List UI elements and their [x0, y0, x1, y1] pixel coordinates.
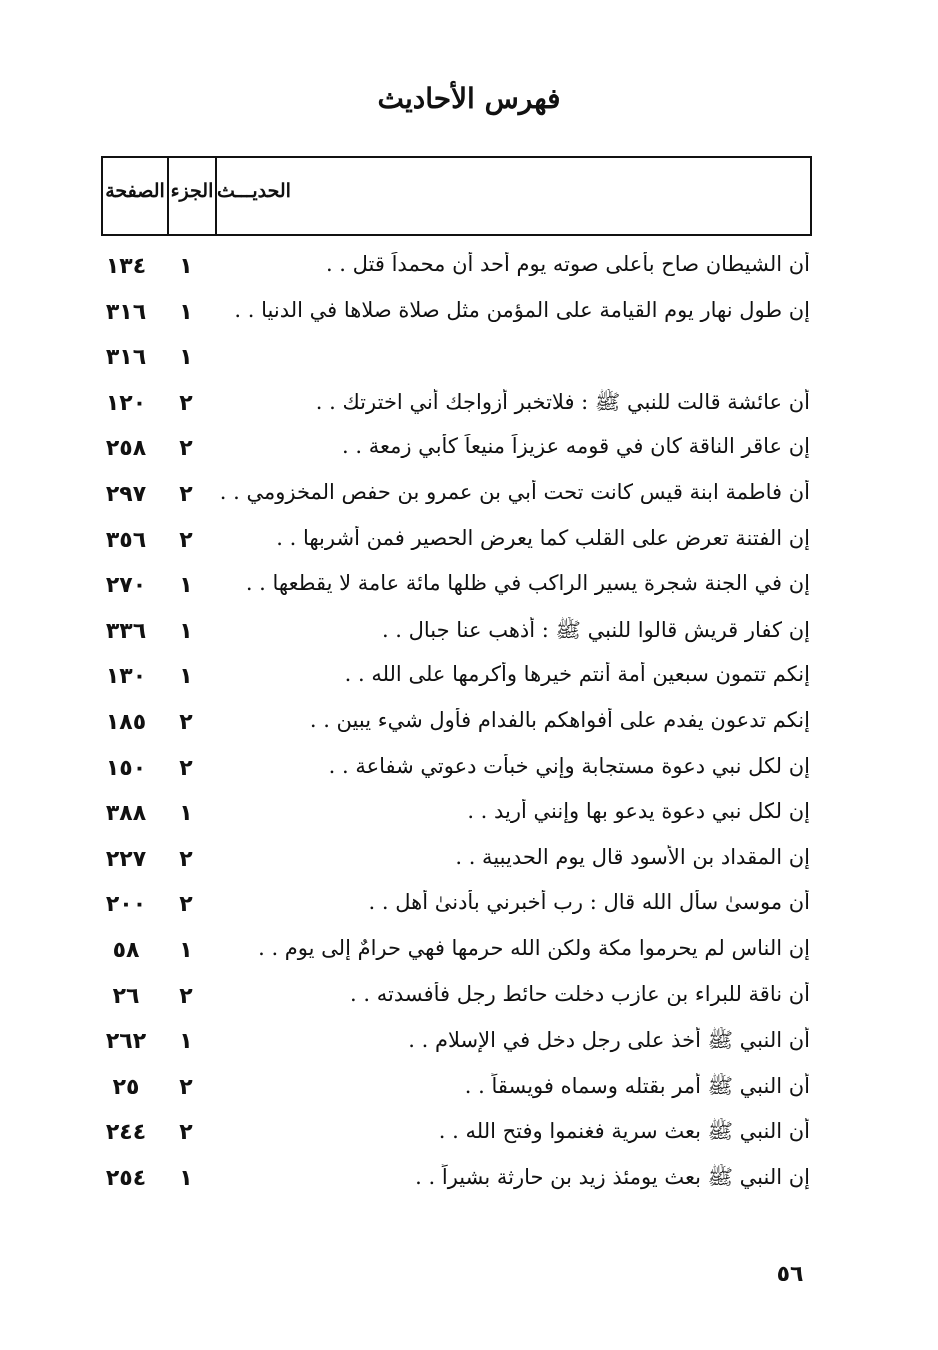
part-ref: ٢ [179, 892, 193, 918]
hadith-text: أن النبي ﷺ أخذ على رجل دخل في الإسلام . . [408, 1028, 810, 1053]
part-ref: ١ [179, 664, 193, 690]
page-ref: ٢٦٢ [105, 1029, 147, 1055]
part-ref: ٢ [179, 755, 193, 781]
part-ref: ٢ [179, 983, 193, 1009]
table-row [0, 795, 938, 841]
hadith-text: إن الفتنة تعرض على القلب كما يعرض الحصير فمن أشربها . . [276, 525, 810, 550]
page-ref: ١٣٠ [105, 664, 147, 690]
page-ref: ٢٩٧ [105, 481, 147, 507]
hadith-text: إنكم تدعون يفدم على أفواهكم بالفدام فأول شيء يبين . . [309, 707, 810, 732]
table-row [0, 613, 938, 659]
part-ref: ١ [179, 1029, 193, 1055]
page-ref: ٢٢٧ [105, 846, 147, 872]
hadith-text: إن لكل نبي دعوة مستجابة وإني خبأت دعوتي شفاعة . . [328, 753, 810, 778]
hadith-index-list [0, 248, 938, 1205]
part-ref: ٢ [179, 390, 193, 416]
part-ref: ٢ [179, 527, 193, 553]
hadith-text: إن طول نهار يوم القيامة على المؤمن مثل صلاة صلاها في الدنيا . . [234, 297, 810, 322]
page-number: ٥٦ [776, 1262, 804, 1287]
page-ref: ٢٧٠ [105, 573, 147, 599]
part-ref: ١ [179, 937, 193, 963]
part-ref: ١ [179, 1165, 193, 1191]
table-row [0, 522, 938, 568]
hadith-text: إن في الجنة شجرة يسير الراكب في ظلها مائة عامة لا يقطعها . . [245, 571, 810, 596]
page-ref: ٣١٦ [105, 299, 147, 325]
hadith-text: أن موسىٰ سأل الله قال : رب أخبرني بأدنىٰ أهل . . [368, 890, 810, 915]
hadith-text: إن عاقر الناقة كان في قومه عزيزاً منيعاً كأبي زمعة . . [342, 434, 810, 459]
page-ref: ٢٦ [112, 983, 140, 1009]
part-ref: ٢ [179, 846, 193, 872]
table-row [0, 932, 938, 978]
table-header [101, 156, 812, 236]
page-ref: ١٣٤ [105, 254, 147, 279]
part-ref: ٢ [179, 436, 193, 462]
page-ref: ٢٤٤ [105, 1120, 147, 1146]
table-row [0, 750, 938, 796]
page-ref: ٣٨٨ [105, 801, 147, 827]
part-ref: ٢ [179, 481, 193, 507]
table-row [0, 294, 938, 340]
part-ref: ١ [179, 345, 193, 371]
hadith-text: إن كفار قريش قالوا للنبي ﷺ : أذهب عنا جبال . . [381, 617, 810, 642]
hadith-text: أن النبي ﷺ أمر بقتله وسماه فويسقاً . . [464, 1073, 810, 1098]
table-row [0, 1160, 938, 1206]
table-row [0, 339, 938, 385]
part-ref: ٢ [179, 1120, 193, 1146]
part-ref: ١ [179, 801, 193, 827]
table-row [0, 567, 938, 613]
table-row [0, 841, 938, 887]
table-row [0, 385, 938, 431]
table-row [0, 886, 938, 932]
page-ref: ٢٥٤ [105, 1165, 147, 1191]
part-ref: ٢ [179, 1074, 193, 1100]
table-row [0, 704, 938, 750]
header-hadith: الحديـــث [217, 180, 291, 202]
header-part: الجزء [169, 158, 217, 234]
table-row [0, 1023, 938, 1069]
page-ref: ٥٨ [112, 937, 140, 963]
part-ref: ١ [179, 254, 193, 279]
part-ref: ١ [179, 618, 193, 644]
hadith-text: إن المقداد بن الأسود قال يوم الحديبية . . [455, 844, 810, 869]
hadith-text: أن ناقة للبراء بن عازب دخلت حائط رجل فأفسدته . . [350, 981, 810, 1006]
page-title: فهرس الأحاديث [377, 82, 561, 115]
hadith-text: إنكم تتمون سبعين أمة أنتم خيرها وأكرمها على الله . . [344, 662, 810, 687]
part-ref: ١ [179, 299, 193, 325]
header-page: الصفحة [103, 158, 169, 234]
hadith-text: أن النبي ﷺ بعث سرية فغنموا وفتح الله . . [438, 1119, 810, 1144]
hadith-text: إن لكل نبي دعوة يدعو بها وإنني أريد . . [467, 799, 810, 824]
table-row [0, 1114, 938, 1160]
table-row [0, 476, 938, 522]
table-row [0, 1069, 938, 1115]
hadith-text: أن فاطمة ابنة قيس كانت تحت أبي بن عمرو بن حفص المخزومي . . [220, 479, 810, 504]
page-ref: ١٥٠ [105, 755, 147, 781]
hadith-text: إن الناس لم يحرموا مكة ولكن الله حرمها فهي حرامٌ إلى يوم . . [258, 935, 810, 960]
hadith-text: أن عائشة قالت للنبي ﷺ : فلاتخبر أزواجك أني اخترتك . . [315, 389, 810, 414]
table-row [0, 978, 938, 1024]
hadith-text: إن النبي ﷺ بعث يومئذ زيد بن حارثة بشيراً . . [415, 1164, 810, 1189]
table-row [0, 658, 938, 704]
page-ref: ٢٠٠ [105, 892, 147, 918]
table-row [0, 430, 938, 476]
page-ref: ١٨٥ [105, 709, 147, 735]
part-ref: ١ [179, 573, 193, 599]
page-ref: ١٢٠ [105, 390, 147, 416]
part-ref: ٢ [179, 709, 193, 735]
page-ref: ٢٥ [112, 1074, 140, 1100]
page-ref: ٣٣٦ [105, 618, 147, 644]
hadith-text: أن الشيطان صاح بأعلى صوته يوم أحد أن محمداً قتل . . [325, 252, 810, 276]
page-ref: ٢٥٨ [105, 436, 147, 462]
page-ref: ٣٥٦ [105, 527, 147, 553]
table-row [0, 248, 938, 294]
page-ref: ٣١٦ [105, 345, 147, 371]
